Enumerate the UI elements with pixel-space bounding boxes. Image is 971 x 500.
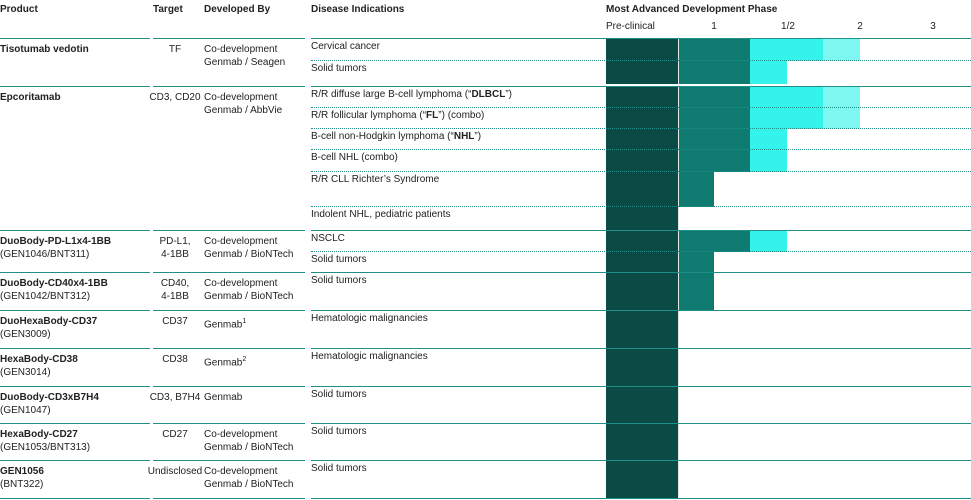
indication-abbrev: DLBCL	[471, 89, 506, 100]
bottom-rule	[0, 498, 150, 499]
product-target: CD3, B7H4	[149, 392, 201, 403]
product-rule	[153, 230, 305, 231]
product-developer: Co-development	[204, 278, 278, 289]
product-developer: Co-development	[204, 44, 278, 55]
product-code: (BNT322)	[0, 479, 44, 490]
indication-label: Solid tumors	[311, 275, 367, 286]
bar-row3-phase1	[678, 108, 750, 129]
indication-rule	[311, 460, 971, 461]
indication-label: NSCLC	[311, 233, 345, 244]
product-rule	[153, 272, 305, 273]
product-developer: Co-development	[204, 429, 278, 440]
product-developer: Genmab / AbbVie	[204, 105, 283, 116]
product-rule	[0, 38, 150, 39]
bar-row5-phase1	[678, 150, 750, 172]
product-name: HexaBody-CD27	[0, 429, 78, 440]
bar-row0-phase1	[678, 39, 750, 61]
product-name: Tisotumab vedotin	[0, 44, 89, 55]
phase-label-1: 1	[711, 21, 717, 32]
bar-row3-phase12	[750, 108, 823, 129]
product-developer: Co-development	[204, 236, 278, 247]
indication-rule	[311, 423, 971, 424]
product-name: DuoBody-CD3xB7H4	[0, 392, 99, 403]
bar-row13-preclinical	[606, 387, 678, 424]
indication-dotted-rule	[311, 128, 971, 129]
bar-row11-preclinical	[606, 311, 678, 349]
product-target: 4-1BB	[161, 249, 189, 260]
bar-row0-phase12	[750, 39, 823, 61]
indication-dotted-rule	[311, 171, 971, 172]
indication-abbrev: FL	[426, 110, 439, 121]
bar-row9-phase1	[678, 252, 714, 273]
bar-row7-preclinical	[606, 207, 678, 231]
product-name: GEN1056	[0, 466, 44, 477]
product-code: (GEN1042/BNT312)	[0, 291, 91, 302]
phase-label-2: 1/2	[781, 21, 795, 32]
product-code: (GEN3009)	[0, 329, 51, 340]
product-code: (GEN1047)	[0, 405, 51, 416]
product-rule	[153, 423, 305, 424]
indication-label: Solid tumors	[311, 254, 367, 265]
bar-row3-preclinical	[606, 108, 678, 129]
phase-label-4: 3	[930, 21, 936, 32]
bar-row8-preclinical	[606, 231, 678, 252]
product-target: CD27	[162, 429, 188, 440]
bar-row9-preclinical	[606, 252, 678, 273]
footnote-marker: 1	[242, 318, 247, 325]
product-developer: Genmab$^1$	[204, 318, 247, 331]
header-product: Product	[0, 4, 38, 15]
indication-label: Solid tumors	[311, 426, 367, 437]
indication-dotted-rule	[311, 107, 971, 108]
bar-row4-phase12	[750, 129, 787, 150]
header-rule	[311, 38, 971, 39]
product-name: DuoBody-PD-L1x4-1BB	[0, 236, 112, 247]
header-target: Target	[153, 4, 183, 15]
bar-row8-phase12	[750, 231, 787, 252]
product-rule	[153, 386, 305, 387]
indication-rule	[311, 230, 971, 231]
bar-row2-preclinical	[606, 87, 678, 108]
product-name: DuoBody-CD40x4-1BB	[0, 278, 108, 289]
product-code: (GEN3014)	[0, 367, 51, 378]
indication-dotted-rule	[311, 60, 971, 61]
bar-row6-preclinical	[606, 172, 678, 207]
indication-label: R/R diffuse large B-cell lymphoma (“DLBCL”)	[311, 89, 512, 100]
phase-label-3: 2	[857, 21, 863, 32]
bar-row10-phase1	[678, 273, 714, 311]
bar-row1-phase1	[678, 61, 750, 84]
product-rule	[0, 386, 150, 387]
product-target: PD-L1,	[159, 236, 191, 247]
product-rule	[153, 348, 305, 349]
product-rule	[153, 310, 305, 311]
product-target: 4-1BB	[161, 291, 189, 302]
indication-dotted-rule	[311, 206, 971, 207]
product-target: CD38	[162, 354, 188, 365]
product-target: CD37	[162, 316, 188, 327]
bar-row12-preclinical	[606, 349, 678, 387]
bar-row5-preclinical	[606, 150, 678, 172]
bar-row5-phase12	[750, 150, 787, 172]
product-rule	[153, 460, 305, 461]
indication-label: B-cell non-Hodgkin lymphoma (“NHL”)	[311, 131, 482, 142]
product-name: HexaBody-CD38	[0, 354, 78, 365]
product-developer: Co-development	[204, 92, 278, 103]
product-rule	[0, 272, 150, 273]
bar-row4-preclinical	[606, 129, 678, 150]
bar-row0-preclinical	[606, 39, 678, 61]
bar-row8-phase1	[678, 231, 750, 252]
product-rule	[153, 38, 305, 39]
product-developer: Genmab / BioNTech	[204, 249, 294, 260]
product-rule	[0, 86, 150, 87]
indication-dotted-rule	[311, 251, 971, 252]
bar-row10-preclinical	[606, 273, 678, 311]
bar-row2-phase2	[823, 87, 860, 108]
bar-row15-preclinical	[606, 461, 678, 499]
bar-row4-phase1	[678, 129, 750, 150]
indication-label: B-cell NHL (combo)	[311, 152, 398, 163]
indication-label: Solid tumors	[311, 463, 367, 474]
bar-row1-phase12	[750, 61, 787, 84]
product-rule	[153, 86, 305, 87]
product-developer: Co-development	[204, 466, 278, 477]
bottom-rule	[153, 498, 305, 499]
indication-rule	[311, 386, 971, 387]
product-target: Undisclosed	[147, 466, 203, 477]
header-indications: Disease Indications	[311, 4, 405, 15]
indication-rule	[311, 310, 971, 311]
product-developer: Genmab / BioNTech	[204, 479, 294, 490]
indication-label: R/R follicular lymphoma (“FL”) (combo)	[311, 110, 485, 121]
product-rule	[0, 348, 150, 349]
bar-row2-phase12	[750, 87, 823, 108]
header-phase: Most Advanced Development Phase	[606, 4, 778, 15]
product-code: (GEN1046/BNT311)	[0, 249, 90, 260]
product-rule	[0, 310, 150, 311]
bar-row0-phase2	[823, 39, 860, 61]
phase-divider	[678, 39, 679, 499]
product-target: CD3, CD20	[149, 92, 201, 103]
bottom-rule	[311, 498, 971, 499]
bar-row2-phase1	[678, 87, 750, 108]
bar-row6-phase1	[678, 172, 714, 207]
header-developed-by: Developed By	[204, 4, 271, 15]
product-code: (GEN1053/BNT313)	[0, 442, 91, 453]
indication-label: Solid tumors	[311, 389, 367, 400]
product-developer: Genmab$^2$	[204, 356, 247, 369]
indication-abbrev: NHL	[453, 131, 475, 142]
product-rule	[0, 230, 150, 231]
indication-label: Hematologic malignancies	[311, 351, 428, 362]
bar-row3-phase2	[823, 108, 860, 129]
product-developer: Genmab	[204, 392, 243, 403]
product-rule	[0, 460, 150, 461]
indication-label: Solid tumors	[311, 63, 367, 74]
phase-label-preclinical: Pre-clinical	[606, 21, 655, 32]
indication-rule	[311, 348, 971, 349]
product-name: DuoHexaBody-CD37	[0, 316, 98, 327]
product-developer: Genmab / Seagen	[204, 57, 286, 68]
product-rule	[0, 423, 150, 424]
product-developer: Genmab / BioNTech	[204, 442, 294, 453]
indication-rule	[311, 272, 971, 273]
indication-label: R/R CLL Richter’s Syndrome	[311, 174, 440, 185]
indication-label: Indolent NHL, pediatric patients	[311, 209, 451, 220]
product-target: CD40,	[160, 278, 190, 289]
bar-row1-preclinical	[606, 61, 678, 84]
product-name: Epcoritamab	[0, 92, 61, 103]
bar-row14-preclinical	[606, 424, 678, 461]
indication-rule	[311, 86, 971, 87]
indication-dotted-rule	[311, 149, 971, 150]
indication-label: Hematologic malignancies	[311, 313, 428, 324]
footnote-marker: 2	[242, 356, 247, 363]
indication-label: Cervical cancer	[311, 41, 380, 52]
product-target: TF	[168, 44, 182, 55]
product-developer: Genmab / BioNTech	[204, 291, 294, 302]
